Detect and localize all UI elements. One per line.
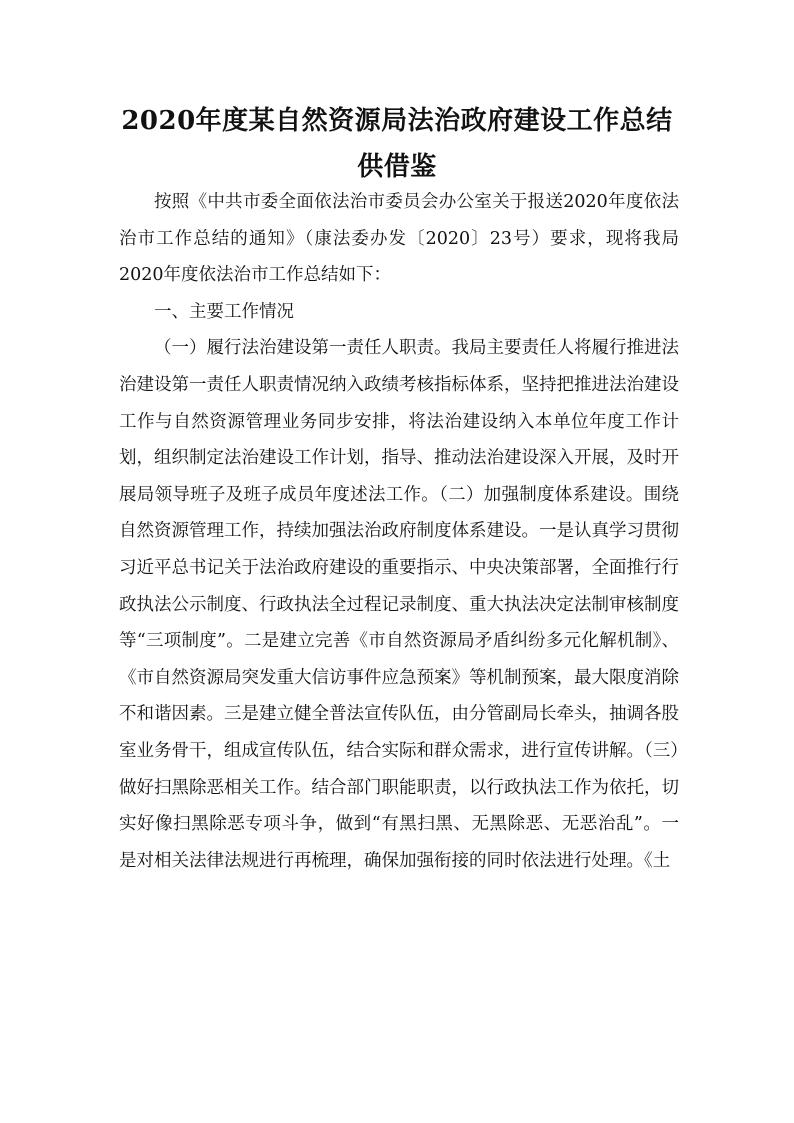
paragraph-intro: 按照《中共市委全面依法治市委员会办公室关于报送2020年度依法治市工作总结的通知》（康法委办发〔2020〕23号）要求，现将我局2020年度依法治市工作总结如下： — [119, 192, 679, 286]
document-title: 2020年度某自然资源局法治政府建设工作总结供借鉴 — [121, 106, 673, 182]
paragraph-main-work: （一）履行法治建设第一责任人职责。我局主要责任人将履行推进法治建设第一责任人职责情况纳入政绩考核指标体系，坚持把推进法治建设工作与自然资源管理业务同步安排，将法治建设纳入本单位年度工作计划，组织制定法治建设工作计划，指导、推动法治建设深入开展，及时开展局领导班子及班子成员年度述法工作。（二）加强制度体系建设。围绕自然资源管理工作，持续加强法治政府制度体系建设。一是认真学习贯彻习近平总书记关于法治政府建设的重要指示、中央决策部署，全面推行行政执法公示制度、行政执法全过程记录制度、重大执法决定法制审核制度等“三项制度”。二是建立完善《市自然资源局矛盾纠纷多元化解机制》、《市自然资源局突发重大信访事件应急预案》等机制预案，最大限度消除不和谐因素。三是建立健全普法宣传队伍，由分管副局长牵头，抽调各股室业务骨干，组成宣传队伍，结合实际和群众需求，进行宣传讲解。（三）做好扫黑除恶相关工作。结合部门职能职责，以行政执法工作为依托，切实好像扫黑除恶专项斗争，做到“有黑扫黑、无黑除恶、无恶治乱”。一是对相关法律法规进行再梳理，确保加强衔接的同时依法进行处理。《土 — [119, 338, 679, 871]
section-heading: 一、主要工作情况 — [154, 301, 294, 322]
document-body — [119, 184, 679, 879]
